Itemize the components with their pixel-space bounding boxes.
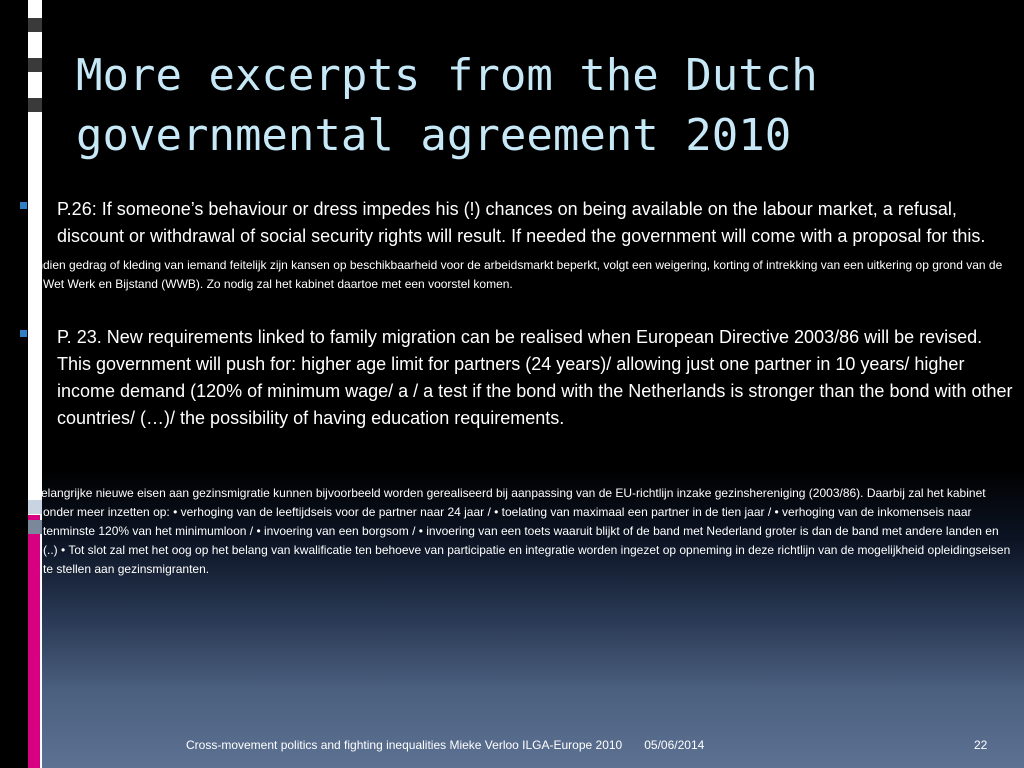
bullet-square-icon: [20, 202, 27, 209]
footer-page-number: 22: [974, 738, 988, 752]
bullet-1: [20, 196, 1014, 250]
slide-title: More excerpts from the Dutch governmental agreement 2010: [76, 50, 818, 161]
footer-text: Cross-movement politics and fighting inequalities Mieke Verloo ILGA-Europe 2010: [186, 738, 623, 752]
bullet-1-note: Indien gedrag of kleding van iemand feitelijk zijn kansen op beschikbaarheid voor de arbeidsmarkt beperkt, volgt een weigering, korting of intrekking van een uitkering op grond van de Wet Werk en Bijstand (WWB). Zo nodig zal het kabinet daartoe met een voorstel komen.: [33, 258, 1003, 291]
bullet-2-note: Belangrijke nieuwe eisen aan gezinsmigratie kunnen bijvoorbeeld worden gerealiseerd bij aanpassing van de EU-richtlijn inzake gezinshereniging (2003/86). Daarbij zal het kabinet onder meer inzetten op: • verhoging van de leeftijdseis voor de partner naar 24 jaar / • toelating van maximaal een partner in de tien jaar / • verhoging van de inkomenseis naar tenminste 120% van het minimumloon / • invoering van een borgsom / • invoering van een toets waaruit blijkt of de band met Nederland groter is dan de band met andere landen en (..) • Tot slot zal met het oog op het belang van kwalificatie ten behoeve van participatie en integratie worden ingezet op opneming in deze richtlijn van de mogelijkheid opleidingseisen te stellen aan gezinsmigranten.: [33, 486, 1011, 576]
strip-block-1: [28, 18, 42, 32]
slide-content: [20, 196, 1014, 579]
slide-footer: [186, 738, 986, 752]
bullet-2: [20, 324, 1014, 432]
strip-block-3: [28, 98, 42, 112]
bullet-square-icon: [20, 330, 27, 337]
footer-date: 05/06/2014: [644, 738, 705, 752]
bullet-2-text: P. 23. New requirements linked to family migration can be realised when European Directive 2003/86 will be revised. This government will push for: higher age limit for partners (24 years)/ allowing just one partner in 10 years/ higher income demand (120% of minimum wage/ a / a test if the bond with the Netherlands is stronger than the bond with other countries/ (…)/ the possibility of having education requirements.: [57, 327, 1013, 428]
strip-block-2: [28, 58, 42, 72]
bullet-1-text: P.26: If someone’s behaviour or dress impedes his (!) chances on being available on the labour market, a refusal, discount or withdrawal of social security rights will result. If needed the government will come with a proposal for this.: [57, 199, 986, 246]
